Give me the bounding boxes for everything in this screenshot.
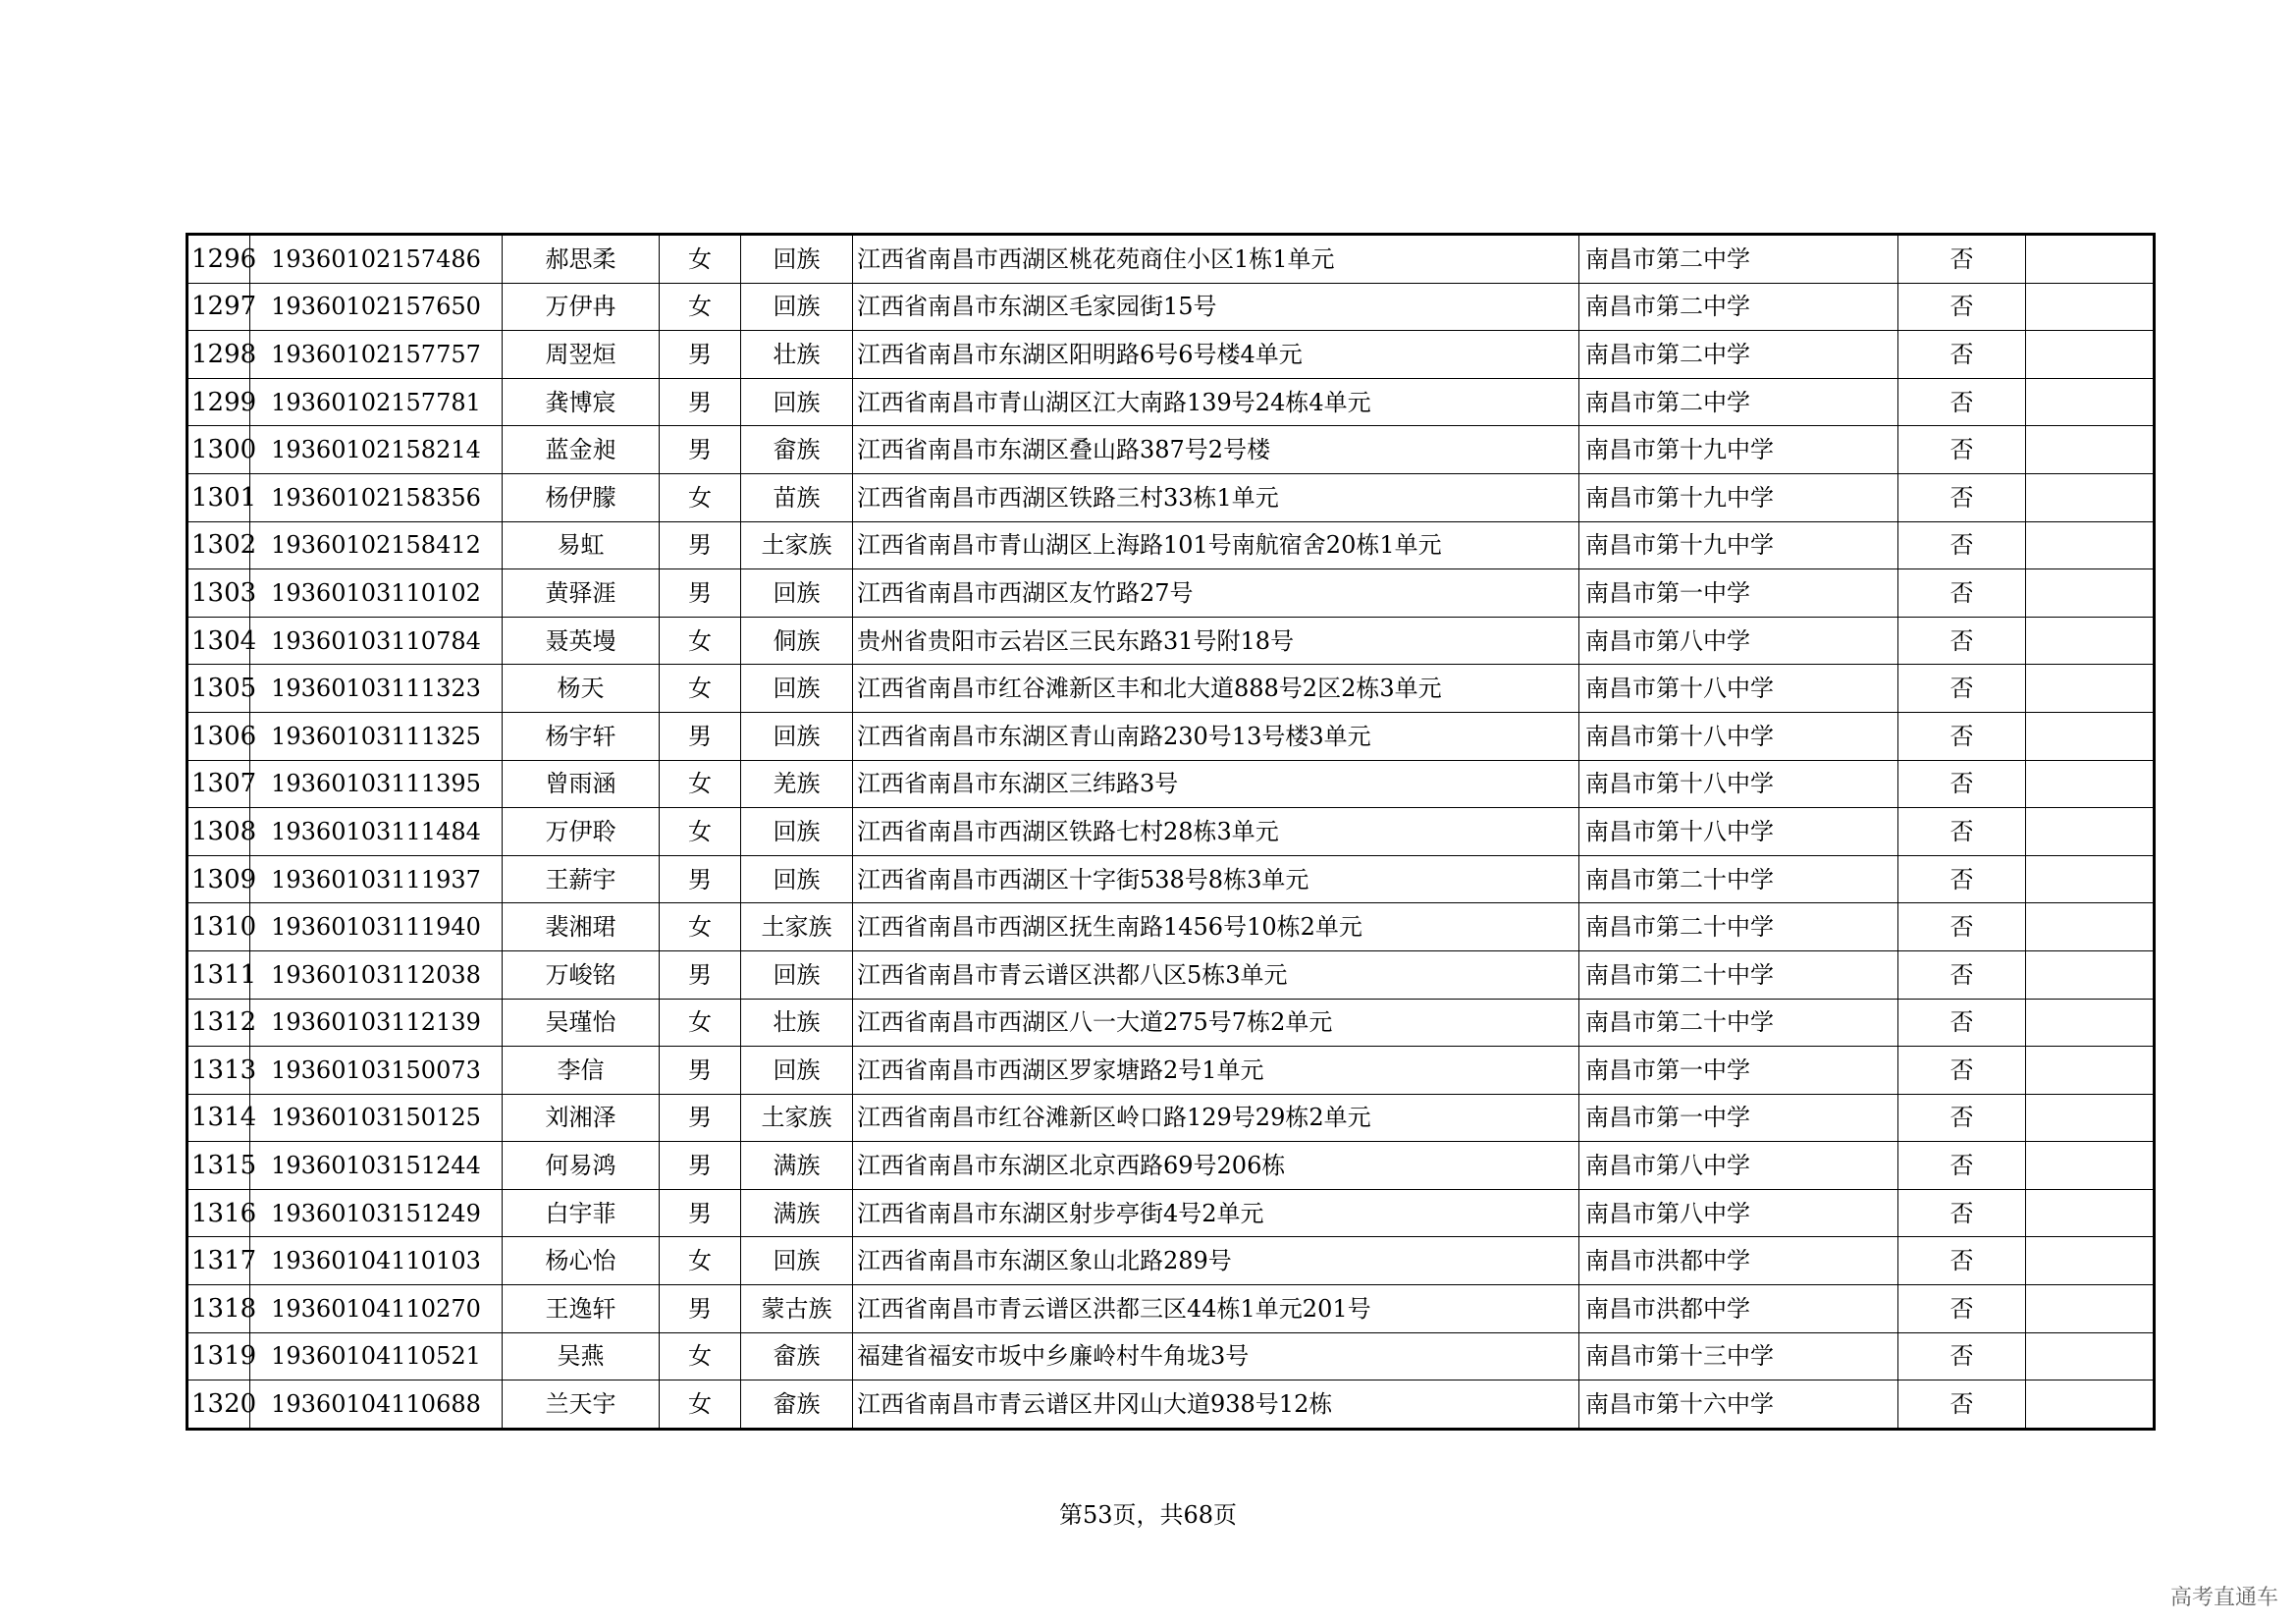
address-cell: 贵州省贵阳市云岩区三民东路31号附18号 — [853, 617, 1579, 665]
ethnicity-cell: 羌族 — [741, 760, 853, 808]
sequence-number-cell: 1310 — [187, 903, 250, 951]
flag-cell: 否 — [1898, 569, 2026, 618]
note-cell — [2026, 808, 2155, 856]
gender-cell: 男 — [660, 331, 741, 379]
note-cell — [2026, 1142, 2155, 1190]
gender-cell: 男 — [660, 521, 741, 569]
table-row — [187, 617, 2155, 665]
address-cell: 江西省南昌市红谷滩新区丰和北大道888号2区2栋3单元 — [853, 665, 1579, 713]
school-cell: 南昌市第八中学 — [1579, 617, 1898, 665]
sequence-number-cell: 1308 — [187, 808, 250, 856]
table-row — [187, 1094, 2155, 1142]
address-cell: 江西省南昌市西湖区八一大道275号7栋2单元 — [853, 999, 1579, 1047]
watermark-text: 高考直通车 — [2169, 1586, 2278, 1610]
flag-cell: 否 — [1898, 283, 2026, 331]
ethnicity-cell: 土家族 — [741, 1094, 853, 1142]
flag-cell: 否 — [1898, 1237, 2026, 1285]
address-cell: 江西省南昌市东湖区阳明路6号6号楼4单元 — [853, 331, 1579, 379]
table-row — [187, 378, 2155, 426]
student-name-cell: 兰天宇 — [503, 1380, 660, 1430]
student-name-cell: 杨天 — [503, 665, 660, 713]
ethnicity-cell: 回族 — [741, 1047, 853, 1095]
flag-cell: 否 — [1898, 855, 2026, 903]
note-cell — [2026, 617, 2155, 665]
ethnicity-cell: 回族 — [741, 712, 853, 760]
address-cell: 江西省南昌市青云谱区洪都八区5栋3单元 — [853, 950, 1579, 999]
gender-cell: 男 — [660, 1189, 741, 1237]
flag-cell: 否 — [1898, 617, 2026, 665]
table-row — [187, 1332, 2155, 1380]
ethnicity-cell: 满族 — [741, 1189, 853, 1237]
candidate-id-cell: 19360102158356 — [250, 473, 503, 521]
sequence-number-cell: 1309 — [187, 855, 250, 903]
note-cell — [2026, 473, 2155, 521]
flag-cell: 否 — [1898, 473, 2026, 521]
flag-cell: 否 — [1898, 426, 2026, 474]
flag-cell: 否 — [1898, 1285, 2026, 1333]
school-cell: 南昌市第十八中学 — [1579, 665, 1898, 713]
flag-cell: 否 — [1898, 1380, 2026, 1430]
note-cell — [2026, 1237, 2155, 1285]
table-row — [187, 1237, 2155, 1285]
student-name-cell: 万伊聆 — [503, 808, 660, 856]
ethnicity-cell: 壮族 — [741, 999, 853, 1047]
ethnicity-cell: 侗族 — [741, 617, 853, 665]
ethnicity-cell: 畲族 — [741, 426, 853, 474]
ethnicity-cell: 壮族 — [741, 331, 853, 379]
school-cell: 南昌市第一中学 — [1579, 569, 1898, 618]
gender-cell: 女 — [660, 760, 741, 808]
student-name-cell: 杨宇轩 — [503, 712, 660, 760]
table-row — [187, 760, 2155, 808]
note-cell — [2026, 903, 2155, 951]
candidate-id-cell: 19360103110102 — [250, 569, 503, 618]
flag-cell: 否 — [1898, 1142, 2026, 1190]
ethnicity-cell: 回族 — [741, 378, 853, 426]
gender-cell: 女 — [660, 473, 741, 521]
gender-cell: 女 — [660, 617, 741, 665]
candidate-id-cell: 19360102157757 — [250, 331, 503, 379]
table-row — [187, 1380, 2155, 1430]
address-cell: 江西省南昌市东湖区毛家园街15号 — [853, 283, 1579, 331]
flag-cell: 否 — [1898, 378, 2026, 426]
student-name-cell: 聂英墁 — [503, 617, 660, 665]
sequence-number-cell: 1303 — [187, 569, 250, 618]
flag-cell: 否 — [1898, 521, 2026, 569]
sequence-number-cell: 1301 — [187, 473, 250, 521]
student-name-cell: 吴瑾怡 — [503, 999, 660, 1047]
note-cell — [2026, 235, 2155, 284]
candidate-id-cell: 19360102158412 — [250, 521, 503, 569]
address-cell: 江西省南昌市西湖区友竹路27号 — [853, 569, 1579, 618]
gender-cell: 男 — [660, 426, 741, 474]
gender-cell: 女 — [660, 903, 741, 951]
sequence-number-cell: 1312 — [187, 999, 250, 1047]
flag-cell: 否 — [1898, 712, 2026, 760]
sequence-number-cell: 1316 — [187, 1189, 250, 1237]
gender-cell: 女 — [660, 808, 741, 856]
table-row — [187, 473, 2155, 521]
student-name-cell: 龚博宸 — [503, 378, 660, 426]
flag-cell: 否 — [1898, 665, 2026, 713]
note-cell — [2026, 1189, 2155, 1237]
address-cell: 江西省南昌市东湖区三纬路3号 — [853, 760, 1579, 808]
ethnicity-cell: 苗族 — [741, 473, 853, 521]
student-name-cell: 何易鸿 — [503, 1142, 660, 1190]
school-cell: 南昌市第八中学 — [1579, 1142, 1898, 1190]
address-cell: 江西省南昌市西湖区十字街538号8栋3单元 — [853, 855, 1579, 903]
address-cell: 江西省南昌市东湖区青山南路230号13号楼3单元 — [853, 712, 1579, 760]
table-row — [187, 903, 2155, 951]
address-cell: 江西省南昌市青云谱区井冈山大道938号12栋 — [853, 1380, 1579, 1430]
address-cell: 江西省南昌市西湖区抚生南路1456号10栋2单元 — [853, 903, 1579, 951]
ethnicity-cell: 满族 — [741, 1142, 853, 1190]
sequence-number-cell: 1302 — [187, 521, 250, 569]
sequence-number-cell: 1296 — [187, 235, 250, 284]
school-cell: 南昌市第二中学 — [1579, 235, 1898, 284]
student-name-cell: 王逸轩 — [503, 1285, 660, 1333]
school-cell: 南昌市第二中学 — [1579, 331, 1898, 379]
page-number-footer: 第53页，共68页 — [1058, 1501, 1238, 1529]
ethnicity-cell: 畲族 — [741, 1380, 853, 1430]
school-cell: 南昌市第二十中学 — [1579, 855, 1898, 903]
school-cell: 南昌市第十九中学 — [1579, 521, 1898, 569]
address-cell: 江西省南昌市西湖区罗家塘路2号1单元 — [853, 1047, 1579, 1095]
table-row — [187, 1285, 2155, 1333]
student-name-cell: 白宇菲 — [503, 1189, 660, 1237]
candidate-id-cell: 19360103111937 — [250, 855, 503, 903]
school-cell: 南昌市第十八中学 — [1579, 712, 1898, 760]
note-cell — [2026, 331, 2155, 379]
note-cell — [2026, 1285, 2155, 1333]
candidate-id-cell: 19360103150073 — [250, 1047, 503, 1095]
sequence-number-cell: 1315 — [187, 1142, 250, 1190]
candidate-id-cell: 19360104110270 — [250, 1285, 503, 1333]
address-cell: 福建省福安市坂中乡廉岭村牛角垅3号 — [853, 1332, 1579, 1380]
school-cell: 南昌市第二中学 — [1579, 283, 1898, 331]
sequence-number-cell: 1305 — [187, 665, 250, 713]
sequence-number-cell: 1306 — [187, 712, 250, 760]
gender-cell: 男 — [660, 1285, 741, 1333]
candidate-id-cell: 19360103111323 — [250, 665, 503, 713]
school-cell: 南昌市第一中学 — [1579, 1047, 1898, 1095]
sequence-number-cell: 1307 — [187, 760, 250, 808]
candidate-id-cell: 19360102157486 — [250, 235, 503, 284]
table-row — [187, 665, 2155, 713]
flag-cell: 否 — [1898, 1094, 2026, 1142]
sequence-number-cell: 1299 — [187, 378, 250, 426]
candidate-id-cell: 19360102158214 — [250, 426, 503, 474]
note-cell — [2026, 665, 2155, 713]
school-cell: 南昌市第十三中学 — [1579, 1332, 1898, 1380]
school-cell: 南昌市第十九中学 — [1579, 473, 1898, 521]
note-cell — [2026, 1047, 2155, 1095]
address-cell: 江西省南昌市东湖区北京西路69号206栋 — [853, 1142, 1579, 1190]
gender-cell: 男 — [660, 712, 741, 760]
student-name-cell: 杨心怡 — [503, 1237, 660, 1285]
table-row — [187, 1142, 2155, 1190]
student-name-cell: 李信 — [503, 1047, 660, 1095]
note-cell — [2026, 1094, 2155, 1142]
ethnicity-cell: 土家族 — [741, 521, 853, 569]
gender-cell: 男 — [660, 569, 741, 618]
sequence-number-cell: 1300 — [187, 426, 250, 474]
note-cell — [2026, 569, 2155, 618]
student-name-cell: 曾雨涵 — [503, 760, 660, 808]
student-name-cell: 王薪宇 — [503, 855, 660, 903]
candidate-id-cell: 19360102157650 — [250, 283, 503, 331]
school-cell: 南昌市第二中学 — [1579, 378, 1898, 426]
table-row — [187, 331, 2155, 379]
ethnicity-cell: 回族 — [741, 855, 853, 903]
address-cell: 江西省南昌市东湖区射步亭街4号2单元 — [853, 1189, 1579, 1237]
student-name-cell: 万峻铭 — [503, 950, 660, 999]
student-name-cell: 万伊冉 — [503, 283, 660, 331]
sequence-number-cell: 1319 — [187, 1332, 250, 1380]
table-row — [187, 808, 2155, 856]
table-row — [187, 521, 2155, 569]
flag-cell: 否 — [1898, 1332, 2026, 1380]
note-cell — [2026, 999, 2155, 1047]
gender-cell: 女 — [660, 1332, 741, 1380]
note-cell — [2026, 712, 2155, 760]
candidate-id-cell: 19360103151249 — [250, 1189, 503, 1237]
address-cell: 江西省南昌市红谷滩新区岭口路129号29栋2单元 — [853, 1094, 1579, 1142]
flag-cell: 否 — [1898, 1047, 2026, 1095]
table-row — [187, 1189, 2155, 1237]
address-cell: 江西省南昌市青山湖区江大南路139号24栋4单元 — [853, 378, 1579, 426]
address-cell: 江西省南昌市西湖区铁路七村28栋3单元 — [853, 808, 1579, 856]
school-cell: 南昌市第十八中学 — [1579, 808, 1898, 856]
flag-cell: 否 — [1898, 235, 2026, 284]
gender-cell: 男 — [660, 1094, 741, 1142]
note-cell — [2026, 760, 2155, 808]
table-row — [187, 712, 2155, 760]
candidate-id-cell: 19360103111484 — [250, 808, 503, 856]
note-cell — [2026, 378, 2155, 426]
school-cell: 南昌市第一中学 — [1579, 1094, 1898, 1142]
student-name-cell: 周翌烜 — [503, 331, 660, 379]
sequence-number-cell: 1318 — [187, 1285, 250, 1333]
note-cell — [2026, 426, 2155, 474]
student-name-cell: 易虹 — [503, 521, 660, 569]
candidate-id-cell: 19360104110103 — [250, 1237, 503, 1285]
roster-body — [187, 235, 2155, 1430]
school-cell: 南昌市第二十中学 — [1579, 999, 1898, 1047]
note-cell — [2026, 1380, 2155, 1430]
table-row — [187, 1047, 2155, 1095]
student-name-cell: 郝思柔 — [503, 235, 660, 284]
sequence-number-cell: 1314 — [187, 1094, 250, 1142]
flag-cell: 否 — [1898, 999, 2026, 1047]
candidate-id-cell: 19360103111325 — [250, 712, 503, 760]
sequence-number-cell: 1311 — [187, 950, 250, 999]
candidate-id-cell: 19360103150125 — [250, 1094, 503, 1142]
sequence-number-cell: 1320 — [187, 1380, 250, 1430]
candidate-id-cell: 19360102157781 — [250, 378, 503, 426]
sequence-number-cell: 1313 — [187, 1047, 250, 1095]
ethnicity-cell: 回族 — [741, 235, 853, 284]
ethnicity-cell: 畲族 — [741, 1332, 853, 1380]
note-cell — [2026, 855, 2155, 903]
candidate-id-cell: 19360103151244 — [250, 1142, 503, 1190]
gender-cell: 女 — [660, 1380, 741, 1430]
flag-cell: 否 — [1898, 1189, 2026, 1237]
school-cell: 南昌市洪都中学 — [1579, 1237, 1898, 1285]
gender-cell: 女 — [660, 283, 741, 331]
candidate-id-cell: 19360103111395 — [250, 760, 503, 808]
flag-cell: 否 — [1898, 331, 2026, 379]
school-cell: 南昌市第二十中学 — [1579, 950, 1898, 999]
candidate-id-cell: 19360103112139 — [250, 999, 503, 1047]
candidate-id-cell: 19360103111940 — [250, 903, 503, 951]
address-cell: 江西省南昌市东湖区象山北路289号 — [853, 1237, 1579, 1285]
candidate-id-cell: 19360104110688 — [250, 1380, 503, 1430]
student-name-cell: 蓝金昶 — [503, 426, 660, 474]
gender-cell: 女 — [660, 665, 741, 713]
gender-cell: 男 — [660, 1142, 741, 1190]
address-cell: 江西省南昌市青山湖区上海路101号南航宿舍20栋1单元 — [853, 521, 1579, 569]
flag-cell: 否 — [1898, 950, 2026, 999]
school-cell: 南昌市第十九中学 — [1579, 426, 1898, 474]
student-name-cell: 刘湘泽 — [503, 1094, 660, 1142]
gender-cell: 女 — [660, 235, 741, 284]
school-cell: 南昌市洪都中学 — [1579, 1285, 1898, 1333]
school-cell: 南昌市第十六中学 — [1579, 1380, 1898, 1430]
student-name-cell: 吴燕 — [503, 1332, 660, 1380]
student-name-cell: 裴湘珺 — [503, 903, 660, 951]
ethnicity-cell: 回族 — [741, 283, 853, 331]
candidate-id-cell: 19360103110784 — [250, 617, 503, 665]
address-cell: 江西省南昌市东湖区叠山路387号2号楼 — [853, 426, 1579, 474]
note-cell — [2026, 521, 2155, 569]
school-cell: 南昌市第十八中学 — [1579, 760, 1898, 808]
gender-cell: 男 — [660, 855, 741, 903]
ethnicity-cell: 回族 — [741, 665, 853, 713]
note-cell — [2026, 1332, 2155, 1380]
table-row — [187, 235, 2155, 284]
table-row — [187, 283, 2155, 331]
sequence-number-cell: 1304 — [187, 617, 250, 665]
student-name-cell: 杨伊朦 — [503, 473, 660, 521]
ethnicity-cell: 蒙古族 — [741, 1285, 853, 1333]
table-row — [187, 426, 2155, 474]
address-cell: 江西省南昌市西湖区桃花苑商住小区1栋1单元 — [853, 235, 1579, 284]
address-cell: 江西省南昌市西湖区铁路三村33栋1单元 — [853, 473, 1579, 521]
gender-cell: 男 — [660, 378, 741, 426]
address-cell: 江西省南昌市青云谱区洪都三区44栋1单元201号 — [853, 1285, 1579, 1333]
school-cell: 南昌市第八中学 — [1579, 1189, 1898, 1237]
gender-cell: 男 — [660, 1047, 741, 1095]
table-row — [187, 569, 2155, 618]
ethnicity-cell: 回族 — [741, 950, 853, 999]
flag-cell: 否 — [1898, 903, 2026, 951]
ethnicity-cell: 回族 — [741, 569, 853, 618]
table-row — [187, 855, 2155, 903]
student-name-cell: 黄驿涯 — [503, 569, 660, 618]
flag-cell: 否 — [1898, 760, 2026, 808]
sequence-number-cell: 1298 — [187, 331, 250, 379]
table-row — [187, 999, 2155, 1047]
flag-cell: 否 — [1898, 808, 2026, 856]
candidate-id-cell: 19360104110521 — [250, 1332, 503, 1380]
note-cell — [2026, 283, 2155, 331]
gender-cell: 女 — [660, 1237, 741, 1285]
sequence-number-cell: 1297 — [187, 283, 250, 331]
school-cell: 南昌市第二十中学 — [1579, 903, 1898, 951]
note-cell — [2026, 950, 2155, 999]
gender-cell: 女 — [660, 999, 741, 1047]
ethnicity-cell: 回族 — [741, 808, 853, 856]
roster-table — [186, 233, 2156, 1431]
ethnicity-cell: 土家族 — [741, 903, 853, 951]
table-row — [187, 950, 2155, 999]
ethnicity-cell: 回族 — [741, 1237, 853, 1285]
gender-cell: 男 — [660, 950, 741, 999]
sequence-number-cell: 1317 — [187, 1237, 250, 1285]
candidate-id-cell: 19360103112038 — [250, 950, 503, 999]
